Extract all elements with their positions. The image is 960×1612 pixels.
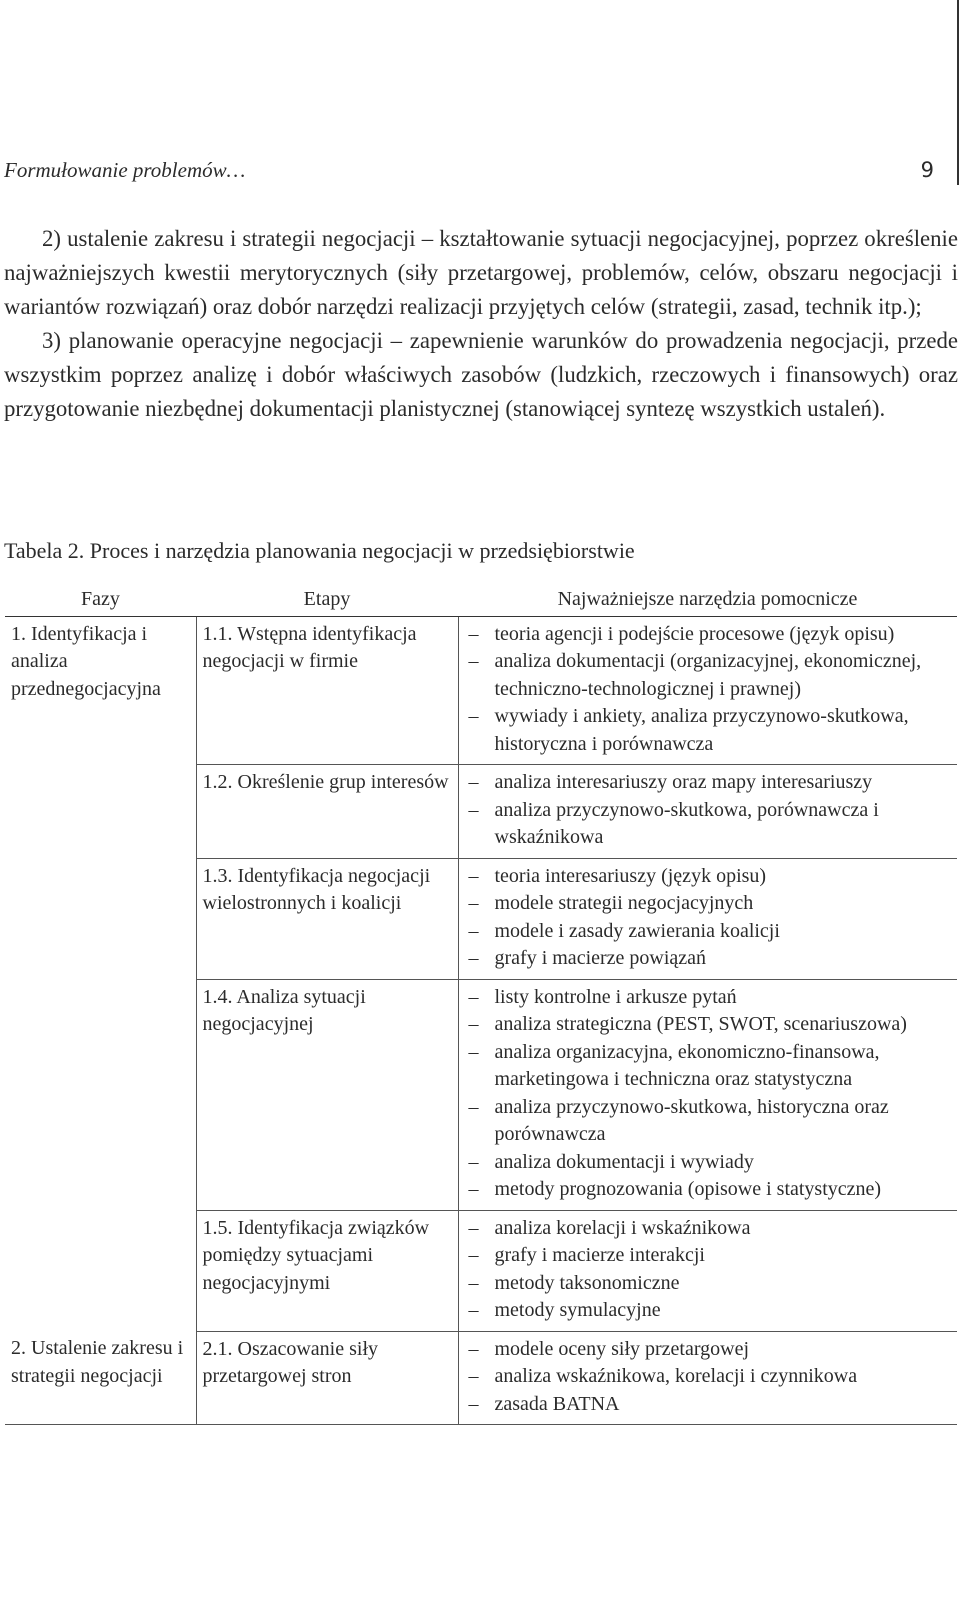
tools-cell <box>458 1331 957 1425</box>
tool-item: – analiza organizacyjna, ekonomiczno-finansowa, marketingowa i techniczna oraz statystyczna <box>465 1039 952 1094</box>
tool-item: – analiza przyczynowo-skutkowa, historyczna oraz porównawcza <box>465 1094 952 1149</box>
column-header-tools: Najważniejsze narzędzia pomocnicze <box>458 583 957 616</box>
tool-item: – analiza korelacji i wskaźnikowa <box>465 1215 952 1243</box>
table-body <box>5 616 957 1425</box>
running-header <box>4 158 944 194</box>
tool-item: – grafy i macierze interakcji <box>465 1242 952 1270</box>
table-row <box>5 616 957 765</box>
tool-item: – analiza strategiczna (PEST, SWOT, scenariuszowa) <box>465 1011 952 1039</box>
tool-item: – metody symulacyjne <box>465 1297 952 1325</box>
stage-cell: 2.1. Oszacowanie siły przetargowej stron <box>196 1331 458 1425</box>
tool-item: – analiza dokumentacji (organizacyjnej, ekonomicznej, techniczno-technologicznej i prawnej) <box>465 648 952 703</box>
stage-cell: 1.1. Wstępna identyfikacja negocjacji w firmie <box>196 616 458 765</box>
tool-item: – analiza dokumentacji i wywiady <box>465 1149 952 1177</box>
tools-list <box>465 984 952 1204</box>
paragraph-item-3: 3) planowanie operacyjne negocjacji – zapewnienie warunków do prowadzenia negocjacji, przede wszystkim poprzez analizę i dobór właściwych zasobów (ludzkich, rzeczowych i finansowych) oraz przygotowanie niezbędnej dokumentacji planistycznej (stanowiącej syntezę wszystkich ustaleń). <box>4 328 958 421</box>
tools-list <box>465 1336 952 1419</box>
tools-list <box>465 863 952 973</box>
tool-item: – teoria agencji i podejście procesowe (język opisu) <box>465 621 952 649</box>
tool-item: – analiza interesariuszy oraz mapy interesariuszy <box>465 769 952 797</box>
table-row <box>5 1331 957 1425</box>
tool-item: – listy kontrolne i arkusze pytań <box>465 984 952 1012</box>
column-header-phases: Fazy <box>5 583 196 616</box>
stage-cell: 1.3. Identyfikacja negocjacji wielostronnych i koalicji <box>196 858 458 979</box>
stage-cell: 1.5. Identyfikacja związków pomiędzy sytuacjami negocjacyjnymi <box>196 1210 458 1331</box>
tools-cell <box>458 979 957 1210</box>
stage-cell: 1.2. Określenie grup interesów <box>196 765 458 859</box>
tools-list <box>465 769 952 852</box>
planning-table <box>5 583 957 1425</box>
tool-item: – grafy i macierze powiązań <box>465 945 952 973</box>
table-caption: Tabela 2. Proces i narzędzia planowania negocjacji w przedsiębiorstwie <box>4 538 635 563</box>
stage-cell: 1.4. Analiza sytuacji negocjacyjnej <box>196 979 458 1210</box>
tool-item: – analiza wskaźnikowa, korelacji i czynnikowa <box>465 1363 952 1391</box>
tools-list <box>465 1215 952 1325</box>
tool-item: – modele strategii negocjacyjnych <box>465 890 952 918</box>
page-number: 9 <box>920 158 934 182</box>
column-header-stages: Etapy <box>196 583 458 616</box>
tools-cell <box>458 858 957 979</box>
tool-item: – wywiady i ankiety, analiza przyczynowo-skutkowa, historyczna i porównawcza <box>465 703 952 758</box>
tool-item: – teoria interesariuszy (język opisu) <box>465 863 952 891</box>
phase-cell: 2. Ustalenie zakresu i strategii negocjacji <box>5 1331 196 1425</box>
phase-cell: 1. Identyfikacja i analiza przednegocjacyjna <box>5 616 196 1331</box>
tools-cell <box>458 765 957 859</box>
tool-item: – analiza przyczynowo-skutkowa, porównawcza i wskaźnikowa <box>465 797 952 852</box>
tools-cell <box>458 616 957 765</box>
body-text <box>4 222 958 426</box>
page-edge-rule <box>957 0 959 185</box>
paragraph-item-2: 2) ustalenie zakresu i strategii negocjacji – kształtowanie sytuacji negocjacyjnej, poprzez określenie najważniejszych kwestii merytorycznych (siły przetargowej, problemów, celów, obszaru negocjacji i wariantów rozwiązań) oraz dobór narzędzi realizacji przyjętych celów (strategii, zasad, technik itp.); <box>4 226 958 319</box>
tool-item: – metody prognozowania (opisowe i statystyczne) <box>465 1176 952 1204</box>
table-header-row <box>5 583 957 616</box>
tools-cell <box>458 1210 957 1331</box>
tool-item: – metody taksonomiczne <box>465 1270 952 1298</box>
tools-list <box>465 621 952 759</box>
tool-item: – modele i zasady zawierania koalicji <box>465 918 952 946</box>
running-header-title: Formułowanie problemów… <box>4 158 246 182</box>
tool-item: – modele oceny siły przetargowej <box>465 1336 952 1364</box>
tool-item: – zasada BATNA <box>465 1391 952 1419</box>
